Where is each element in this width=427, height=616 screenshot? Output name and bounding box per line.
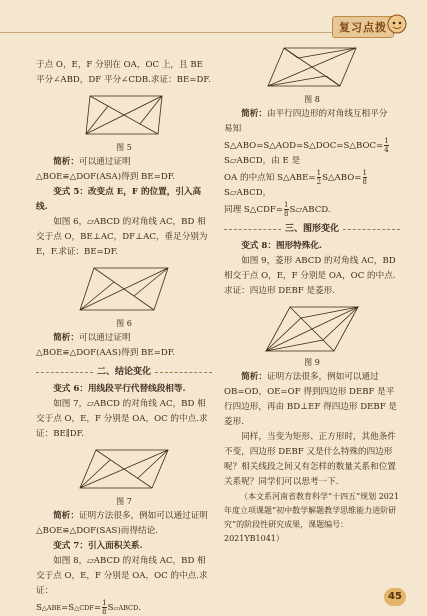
hint-4-frac-4	[284, 201, 288, 218]
hint-4-line-3	[224, 169, 400, 201]
frac2-den: 2	[316, 178, 322, 186]
hint-2	[36, 331, 212, 361]
section-2-rule-left	[36, 372, 93, 374]
variant-7-title: 变式 7：引入面积关系.	[53, 541, 143, 551]
figure-5	[78, 90, 170, 142]
hint-5-text: 证明方法很多，例如可以通过 OB=OD，OE=OF 得到四边形 DEBF 是平行四边形，再由 BD⊥EF 得四边形 DEBF 是菱形.	[224, 372, 398, 427]
hint-4-text: 由平行四边形的对角线互相平分	[266, 109, 388, 119]
figure-7	[74, 444, 174, 496]
hint-3-label: 简析：	[53, 511, 79, 521]
formula-sub3: ▱ABCD	[113, 604, 139, 612]
formula-s1: S	[36, 603, 42, 613]
hint-2-text: 可以通过证明△BOE≌△DOF(AAS)得到 BE=DF.	[36, 333, 176, 358]
hint-4-line-2	[224, 122, 400, 169]
variant-7-body: 如图 8，▱ABCD 的对角线 AC，BD 相交于点 O，E，F 分别是 OA，OC 的中点.求证：	[36, 556, 208, 596]
variant-5-body: 如图 6，▱ABCD 的对角线 AC，BD 相交于点 O，BE⊥AC，DF⊥AC，垂足分别为 E，F.求证：BE=DF.	[36, 217, 208, 257]
hint-1	[36, 155, 212, 185]
formula-eq2: =	[93, 603, 102, 613]
hint-1-label: 简析：	[53, 157, 79, 167]
frac3-den: 8	[362, 178, 367, 186]
left-column	[36, 58, 212, 616]
figure-5-caption: 图 5	[116, 143, 132, 152]
section-3-heading	[224, 222, 400, 237]
figure-9-caption: 图 9	[304, 358, 320, 367]
section-2-heading	[36, 365, 212, 380]
figure-7-caption: 图 7	[116, 497, 132, 506]
hint-4-line-4	[224, 201, 400, 218]
hint-4-l2-end: S▱ABCD，由 E 是	[224, 156, 301, 166]
right-column	[224, 40, 400, 546]
variant-6-title: 变式 6：用线段平行代替线段相等.	[53, 384, 186, 394]
hint-4-l4b: S▱ABCD.	[289, 205, 331, 215]
formula-sub2: △CDF	[74, 604, 94, 612]
frac1-num: 1	[384, 137, 389, 145]
hint-4-frac-3	[363, 169, 367, 186]
variant-6-body: 如图 7，▱ABCD 的对角线 AC，BD 相交于点 O，E，F 分别是 OA，OC 的中点.求证：BE∥DF.	[36, 399, 208, 439]
figure-9	[260, 301, 364, 357]
frac1-den: 4	[384, 146, 389, 154]
formula-eq: =S	[61, 603, 75, 613]
figure-6	[74, 262, 174, 318]
hint-4-l2-text: 易知 S△ABO=S△AOD=S△DOC=S△BOC=	[224, 124, 384, 151]
variant-8-title: 变式 8：图形特殊化.	[241, 241, 322, 251]
hint-4-l3a: OA 的中点知 S△ABE=	[224, 173, 316, 183]
formula-sub1: △ABE	[41, 604, 62, 612]
hint-3-text: 证明方法很多，例如可以通过证明△BOE≌△DOF(SAS)而得结论.	[36, 511, 208, 536]
figure-8-caption: 图 8	[304, 95, 320, 104]
formula-den: 8	[102, 608, 107, 616]
variant-7-formula	[36, 599, 212, 616]
formula-s3: S	[107, 603, 114, 613]
section-2-label: 二、结论变化	[97, 367, 152, 377]
frac2-num: 1	[316, 169, 322, 177]
hint-4-frac-1	[384, 137, 388, 154]
hint-4-l4a: 同理 S△CDF=	[224, 205, 284, 215]
section-2-rule-right	[155, 372, 212, 374]
hint-4-frac-2	[317, 169, 321, 186]
section-3-label: 三、图形变化	[285, 224, 340, 234]
section-3-rule-right	[343, 229, 400, 231]
hint-5-label: 简析：	[241, 372, 267, 382]
hint-2-label: 简析：	[53, 333, 79, 343]
hint-5	[224, 370, 400, 430]
hint-4	[224, 107, 400, 122]
figure-8	[262, 42, 362, 94]
variant-8-body: 如图 9，菱形 ABCD 的对角线 AC，BD 相交于点 O，E，F 分别是 OA，OC 的中点.求证：四边形 DEBF 是菱形.	[224, 256, 396, 296]
figure-6-caption: 图 6	[116, 319, 132, 328]
paragraph-1: 同样，当变为矩形、正方形时，其他条件不变，四边形 DEBF 又是什么特殊的四边形呢？相关线段之间又有怎样的数量关系和位置关系呢？同学们可以思考一下.	[224, 432, 396, 487]
formula-end: .	[138, 603, 141, 613]
frac3-num: 1	[362, 169, 367, 177]
hint-4-l3c: S▱ABCD，	[224, 188, 272, 198]
hint-1-text: 可以通过证明△BOE≌△DOF(ASA)得到 BE=DF.	[36, 157, 176, 182]
header-rule	[0, 32, 380, 33]
footnote: （本文系河南省教育科学“十四五”规划 2021 年度立项课题“初中数学解题教学思维能力进阶研究”的阶段性研究成果，课题编号：2021YB1041）	[224, 492, 400, 543]
variant-5-title: 变式 5：改变点 E，F 的位置，引入高线.	[36, 187, 202, 212]
hint-4-label: 简析：	[241, 109, 267, 119]
cartoon-icon	[386, 12, 408, 36]
frac4-num: 1	[284, 201, 289, 209]
hint-4-l3b: S△ABO=	[322, 173, 362, 183]
section-tag: 复习点拨	[332, 16, 394, 38]
frac4-den: 8	[284, 210, 289, 218]
page-number: 45	[384, 588, 406, 606]
hint-3	[36, 509, 212, 539]
formula-fraction	[102, 599, 106, 616]
intro-text: 于点 O，E，F 分别在 OA，OC 上，且 BE 平分∠ABD，DF 平分∠CDB.求证：BE=DF.	[36, 60, 211, 85]
formula-num: 1	[102, 599, 107, 607]
section-3-rule-left	[224, 229, 281, 231]
